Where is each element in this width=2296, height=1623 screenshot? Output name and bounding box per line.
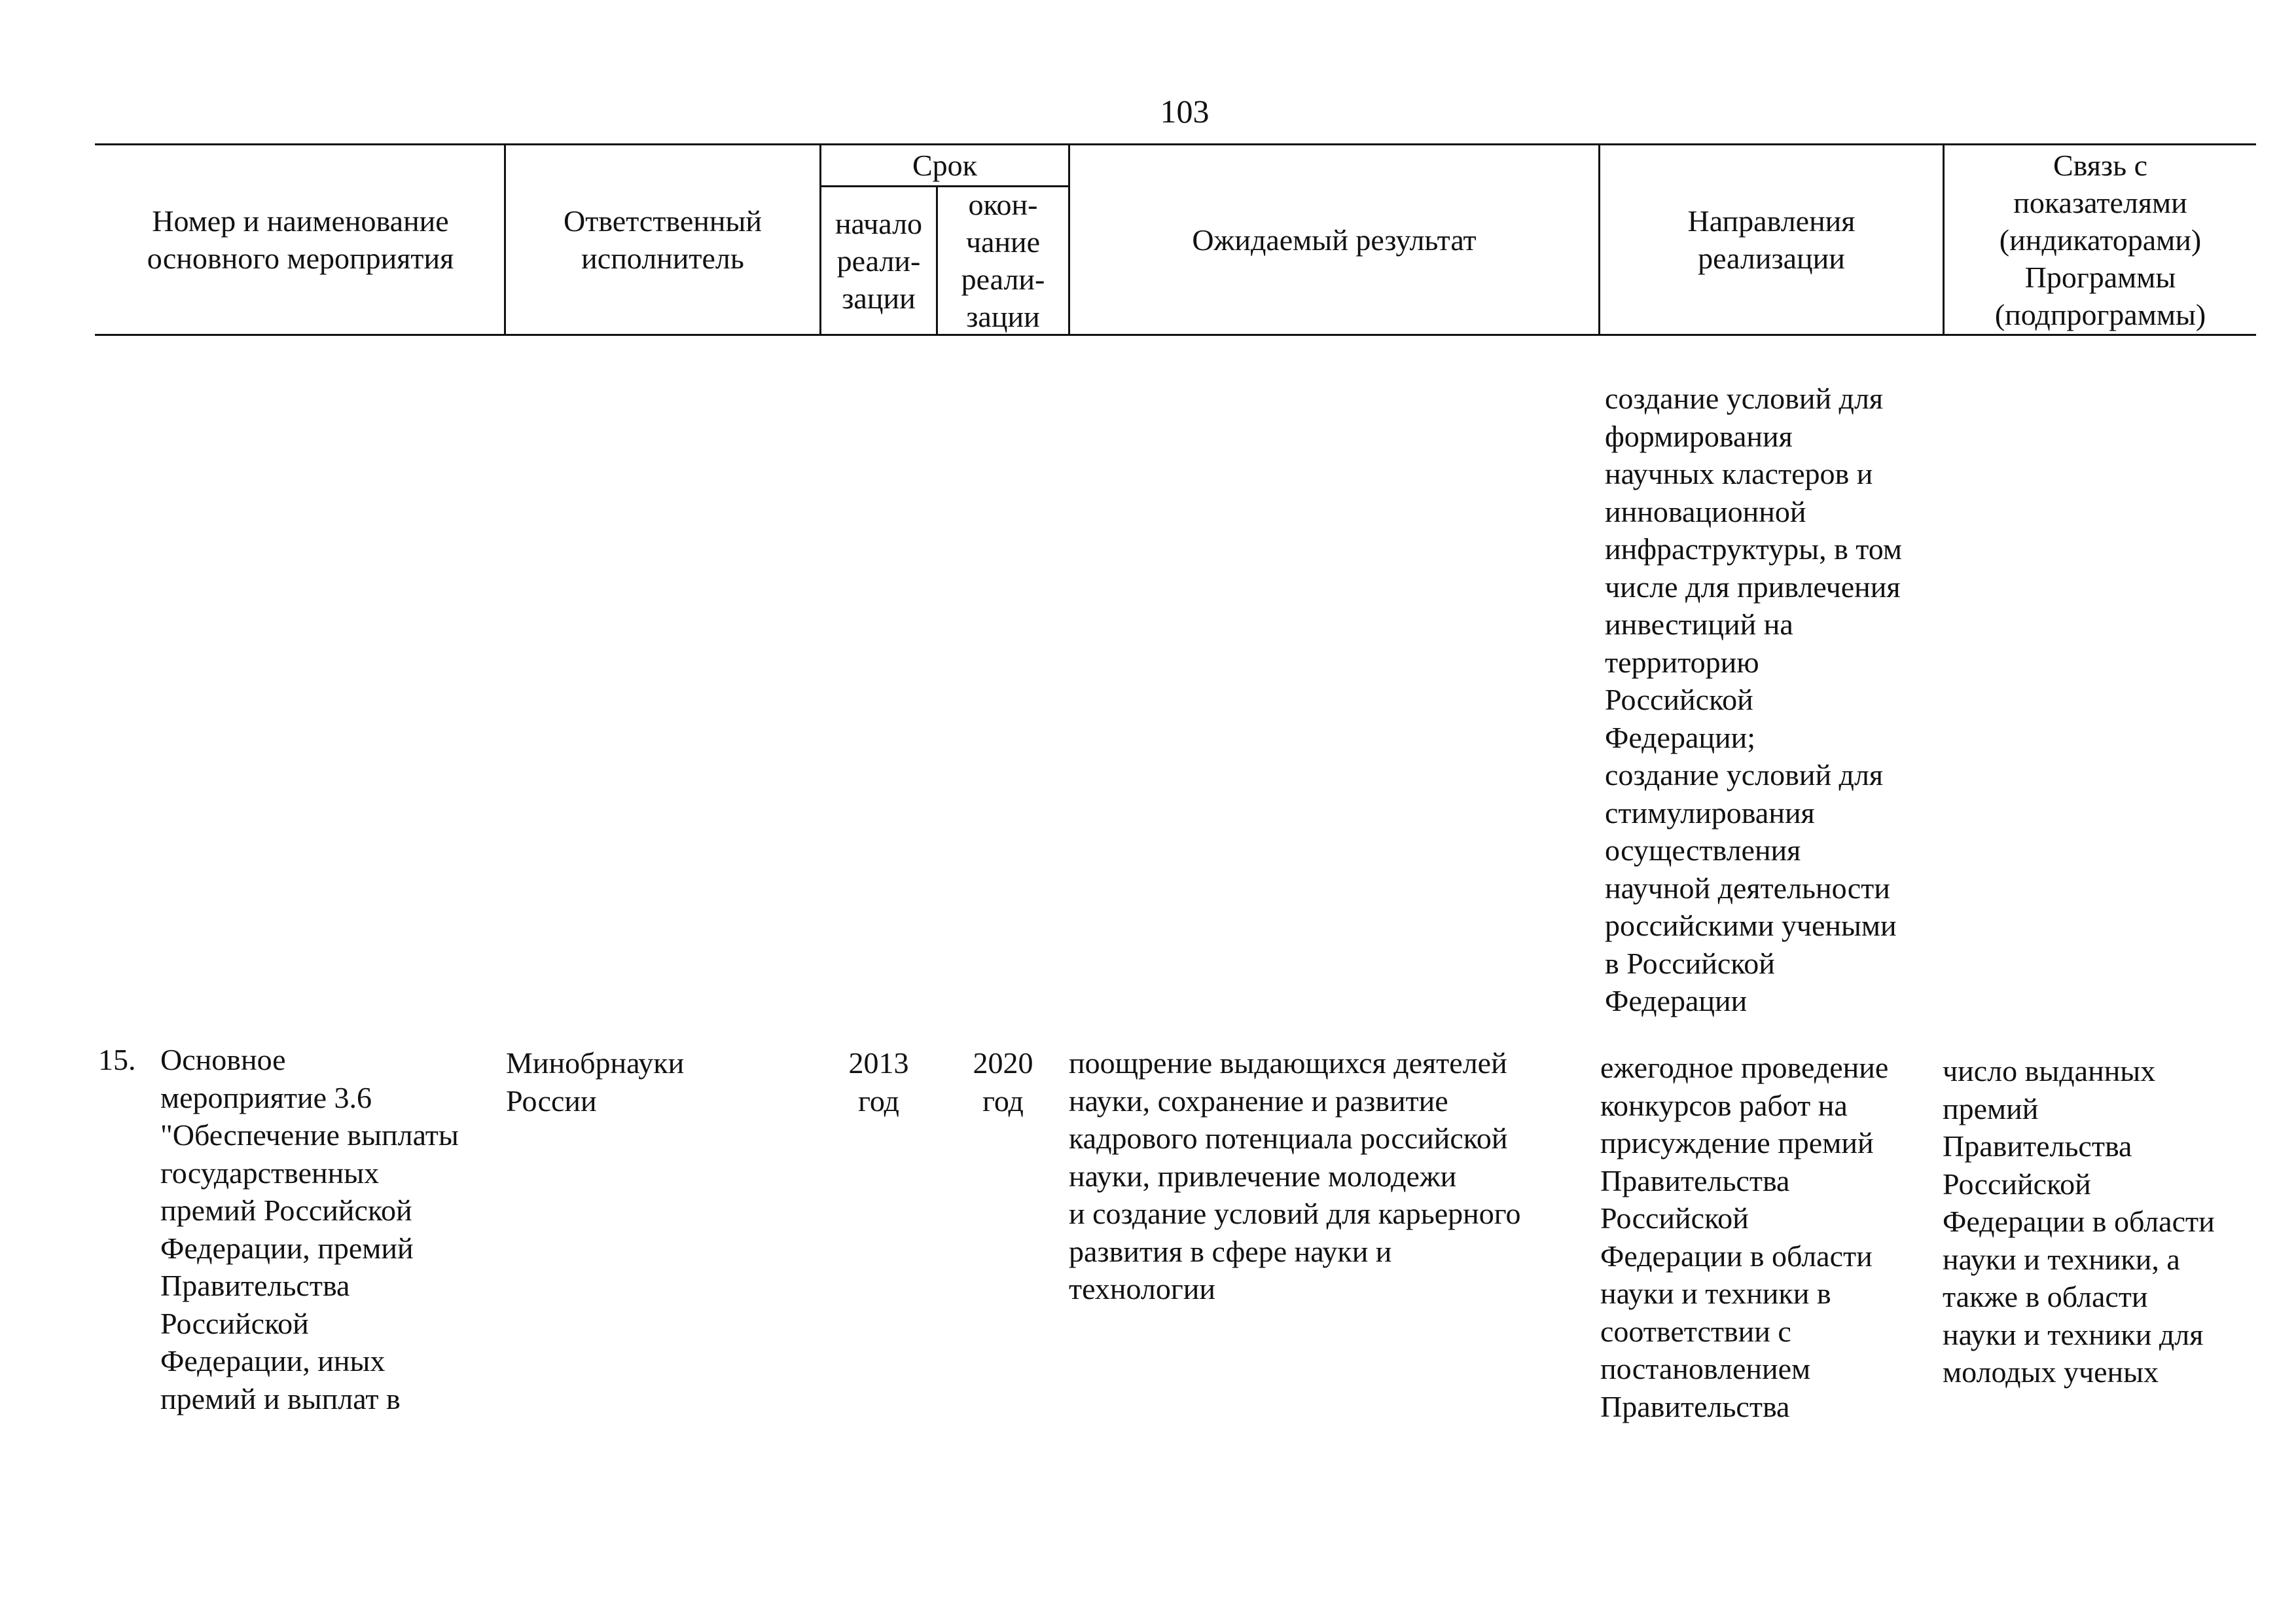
page-number: 103 — [1160, 93, 1210, 130]
row-expected-result: поощрение выдающихся деятелей науки, сохранение и развитие кадрового потенциала российской науки, привлечение молодежи и создание условий для карьерного развития в сфере науки и технологии — [1069, 1046, 1521, 1305]
row-end: 2020 год — [973, 1046, 1033, 1118]
header-indicators: Связь с показателями (индикаторами) Программы (подпрограммы) — [1994, 148, 2206, 331]
continuation-directions: создание условий для формирования научных кластеров и инновационной инфраструктуры, в том числе для привлечения инвестиций на территорию Российской Федерации; создание условий для стимулирования осуществления научной деятельности российскими учеными в Российской Федерации — [1605, 382, 1903, 1017]
header-number-name: Номер и наименование основного мероприятия — [147, 204, 454, 275]
row-start: 2013 год — [848, 1046, 909, 1118]
row-directions: ежегодное проведение конкурсов работ на присуждение премий Правительства Российской Федерации в области науки и техники в соответствии с постановлением Правительства — [1600, 1051, 1889, 1423]
row-name: Основное мероприятие 3.6 "Обеспечение выплаты государственных премий Российской Федерации, премий Правительства Российской Федерации, иных премий и выплат в — [160, 1043, 459, 1415]
header-executor: Ответственный исполнитель — [564, 204, 762, 275]
row-number: 15. — [98, 1043, 136, 1076]
header-expected-result: Ожидаемый результат — [1192, 223, 1477, 257]
header-directions: Направления реализации — [1687, 204, 1856, 275]
row-executor: Минобрнауки России — [506, 1046, 685, 1118]
header-period: Срок — [912, 149, 978, 182]
header-period-end: окон- чание реали- зации — [961, 188, 1045, 333]
row-indicators: число выданных премий Правительства Российской Федерации в области науки и техники, а также в области науки и техники для молодых ученых — [1943, 1054, 2215, 1389]
header-period-start: начало реали- зации — [834, 206, 923, 315]
table-header-bottom-border — [95, 334, 2256, 336]
